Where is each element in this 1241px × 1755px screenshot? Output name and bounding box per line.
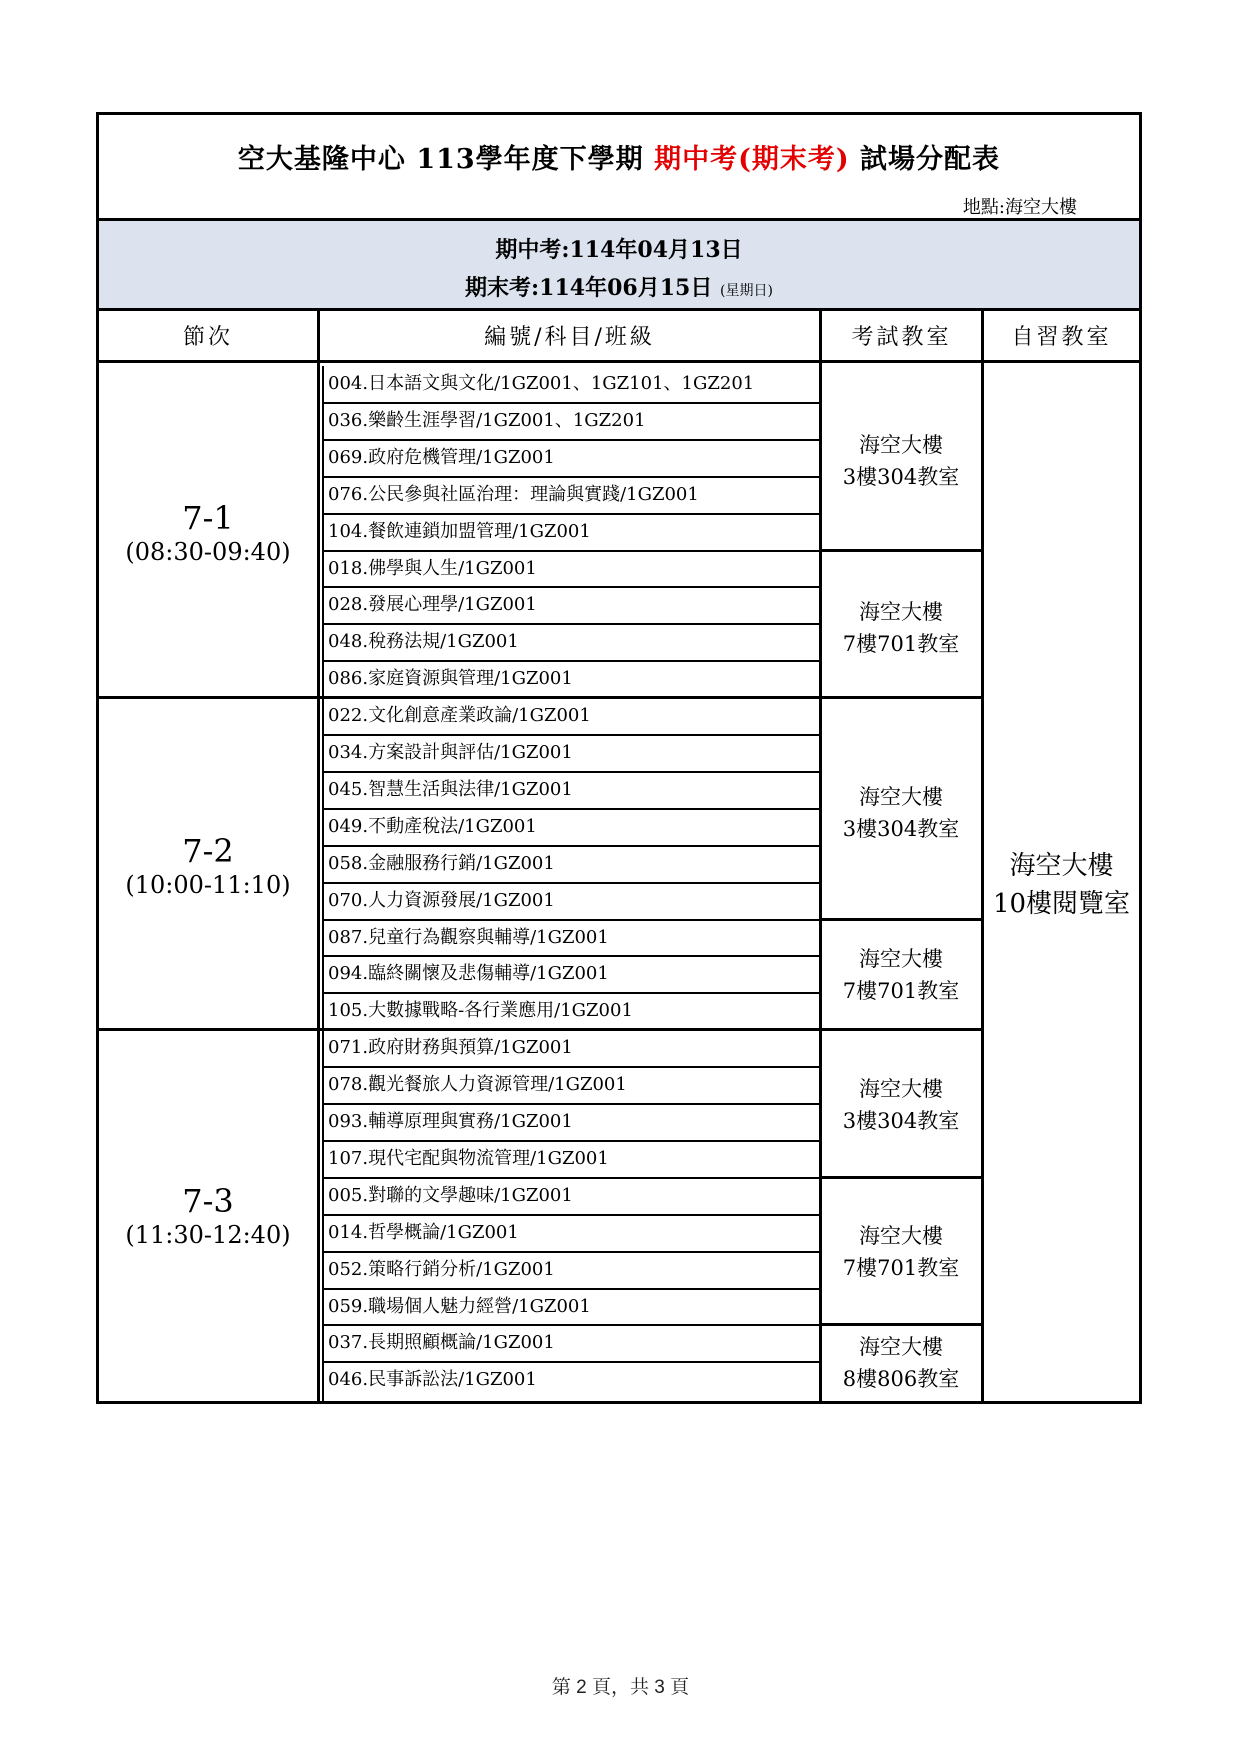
- course-row: 059.職場個人魅力經營/1GZ001: [328, 1295, 591, 1317]
- course-row: 071.政府財務與預算/1GZ001: [328, 1037, 573, 1059]
- page-title: [99, 137, 1139, 176]
- col-header-course: 編號/科目/班級: [320, 311, 819, 363]
- course-row: 036.樂齡生涯學習/1GZ001、1GZ201: [328, 409, 646, 431]
- study-room: [984, 847, 1139, 923]
- course-row: 028.發展心理學/1GZ001: [328, 594, 537, 616]
- room-number: 3樓304教室: [842, 1109, 960, 1133]
- page-number: 第 2 頁，共 3 頁: [551, 1677, 690, 1698]
- room-number: 7樓701教室: [842, 632, 960, 656]
- room-building: 海空大樓: [859, 1335, 943, 1359]
- room-number: 7樓701教室: [842, 979, 960, 1003]
- period-number: 7-1: [182, 499, 234, 537]
- room-number: 3樓304教室: [842, 817, 960, 841]
- column-divider: [317, 311, 320, 1401]
- exam-room-2: [821, 596, 981, 660]
- exam-room-5: [821, 1073, 981, 1137]
- period-7-1: [99, 499, 317, 567]
- course-row: 070.人力資源發展/1GZ001: [328, 889, 555, 911]
- course-row: 076.公民參與社區治理：理論與實踐/1GZ001: [328, 483, 699, 505]
- period-number: 7-3: [182, 1182, 234, 1220]
- title-suffix: 試場分配表: [849, 144, 1001, 175]
- exam-room-4: [821, 943, 981, 1007]
- period-time: (11:30-12:40): [125, 1221, 291, 1249]
- course-row: 087.兒童行為觀察與輔導/1GZ001: [328, 926, 609, 948]
- midterm-date: 期中考:114年04月13日: [495, 237, 743, 263]
- room-number: 7樓701教室: [842, 1256, 960, 1280]
- title-text: 空大基隆中心 113學年度下學期: [237, 144, 655, 175]
- room-number: 8樓806教室: [842, 1367, 960, 1391]
- course-row: 018.佛學與人生/1GZ001: [328, 557, 537, 579]
- title-exam-type: 期中考(期末考): [654, 144, 850, 175]
- room-building: 海空大樓: [859, 1224, 943, 1248]
- room-building: 海空大樓: [859, 433, 943, 457]
- room-divider: [819, 1323, 984, 1326]
- final-date-weekday: (星期日): [720, 283, 773, 299]
- date-row: [99, 221, 1139, 311]
- col-header-period: 節次: [99, 311, 317, 363]
- exam-room-7: [821, 1331, 981, 1395]
- final-date-line: [99, 271, 1139, 302]
- room-building: 海空大樓: [859, 947, 943, 971]
- course-row: 078.觀光餐旅人力資源管理/1GZ001: [328, 1074, 627, 1096]
- study-room-building: 海空大樓: [1009, 851, 1114, 881]
- course-row: 058.金融服務行銷/1GZ001: [328, 852, 555, 874]
- course-row: 049.不動產稅法/1GZ001: [328, 815, 537, 837]
- course-row: 022.文化創意產業政論/1GZ001: [328, 705, 591, 727]
- final-date: 期末考:114年06月15日: [465, 275, 713, 301]
- course-row: 105.大數據戰略-各行業應用/1GZ001: [328, 1000, 633, 1022]
- course-row: 004.日本語文與文化/1GZ001、1GZ101、1GZ201: [328, 373, 755, 394]
- location-label: 地點:海空大樓: [962, 197, 1077, 218]
- room-divider: [819, 549, 984, 552]
- room-divider: [819, 1176, 984, 1179]
- course-row: 094.臨終關懷及悲傷輔導/1GZ001: [328, 963, 609, 985]
- course-row: 037.長期照顧概論/1GZ001: [328, 1332, 555, 1354]
- course-row: 093.輔導原理與實務/1GZ001: [328, 1111, 573, 1132]
- course-row: 052.策略行銷分析/1GZ001: [328, 1258, 555, 1280]
- room-divider: [819, 918, 984, 921]
- exam-room-table: [96, 112, 1142, 1404]
- period-7-3: [99, 1182, 317, 1250]
- period-time: (10:00-11:10): [125, 871, 291, 899]
- course-row: 046.民事訴訟法/1GZ001: [328, 1369, 537, 1391]
- exam-room-3: [821, 781, 981, 845]
- period-number: 7-2: [182, 832, 234, 870]
- course-row: 014.哲學概論/1GZ001: [328, 1221, 519, 1243]
- course-row: 045.智慧生活與法律/1GZ001: [328, 778, 573, 800]
- course-row: 086.家庭資源與管理/1GZ001: [328, 668, 573, 690]
- course-row: 048.稅務法規/1GZ001: [328, 631, 519, 653]
- room-building: 海空大樓: [859, 785, 943, 809]
- col-header-study-room: 自習教室: [984, 311, 1139, 363]
- room-number: 3樓304教室: [842, 465, 960, 489]
- study-room-number: 10樓閱覽室: [992, 889, 1131, 919]
- room-building: 海空大樓: [859, 600, 943, 624]
- title-row: [99, 115, 1139, 221]
- course-row: 104.餐飲連鎖加盟管理/1GZ001: [328, 520, 591, 542]
- period-7-2: [99, 832, 317, 900]
- course-row: 107.現代宅配與物流管理/1GZ001: [328, 1147, 609, 1169]
- course-row: 005.對聯的文學趣味/1GZ001: [328, 1184, 573, 1206]
- exam-room-1: [821, 429, 981, 493]
- col-header-exam-room: 考試教室: [822, 311, 981, 363]
- exam-room-6: [821, 1220, 981, 1284]
- course-row: 069.政府危機管理/1GZ001: [328, 446, 555, 468]
- period-time: (08:30-09:40): [125, 538, 291, 566]
- course-row: 034.方案設計與評估/1GZ001: [328, 742, 573, 763]
- room-building: 海空大樓: [859, 1077, 943, 1101]
